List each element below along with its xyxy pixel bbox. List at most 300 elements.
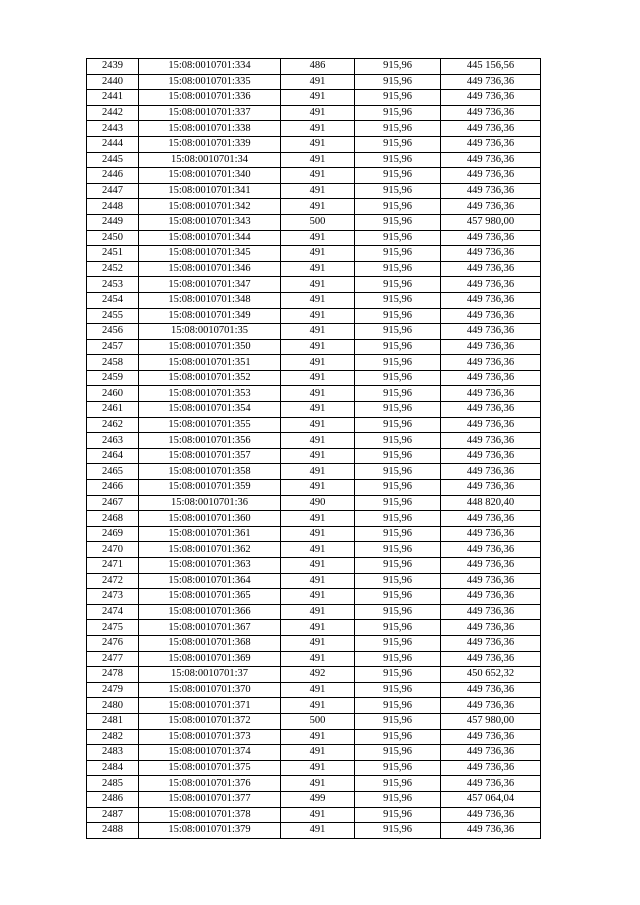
row-number-cell: 2453 [87,277,139,293]
specific-value-cell: 915,96 [355,292,441,308]
cadastral-value-cell: 449 736,36 [441,464,541,480]
row-number-cell: 2475 [87,620,139,636]
table-row [87,495,541,511]
table-row [87,776,541,792]
cadastral-value-cell: 449 736,36 [441,745,541,761]
area-cell: 491 [281,152,355,168]
specific-value-cell: 915,96 [355,136,441,152]
specific-value-cell: 915,96 [355,168,441,184]
cadastral-value-cell: 449 736,36 [441,183,541,199]
cadastral-value-cell: 449 736,36 [441,682,541,698]
row-number-cell: 2459 [87,370,139,386]
cadastral-number-cell: 15:08:0010701:335 [139,74,281,90]
cadastral-number-cell: 15:08:0010701:367 [139,620,281,636]
table-row [87,791,541,807]
cadastral-number-cell: 15:08:0010701:359 [139,480,281,496]
cadastral-value-cell: 449 736,36 [441,230,541,246]
row-number-cell: 2482 [87,729,139,745]
row-number-cell: 2484 [87,760,139,776]
specific-value-cell: 915,96 [355,542,441,558]
row-number-cell: 2469 [87,526,139,542]
area-cell: 491 [281,183,355,199]
table-row [87,308,541,324]
row-number-cell: 2455 [87,308,139,324]
table-row [87,277,541,293]
cadastral-value-cell: 449 736,36 [441,698,541,714]
cadastral-value-cell: 449 736,36 [441,448,541,464]
table-row [87,698,541,714]
specific-value-cell: 915,96 [355,214,441,230]
cadastral-value-cell: 449 736,36 [441,386,541,402]
cadastral-number-cell: 15:08:0010701:375 [139,760,281,776]
cadastral-value-cell: 449 736,36 [441,542,541,558]
specific-value-cell: 915,96 [355,370,441,386]
cadastral-number-cell: 15:08:0010701:371 [139,698,281,714]
cadastral-value-cell: 449 736,36 [441,433,541,449]
specific-value-cell: 915,96 [355,698,441,714]
cadastral-number-cell: 15:08:0010701:355 [139,417,281,433]
specific-value-cell: 915,96 [355,573,441,589]
area-cell: 499 [281,791,355,807]
specific-value-cell: 915,96 [355,90,441,106]
area-cell: 491 [281,729,355,745]
cadastral-value-cell: 449 736,36 [441,168,541,184]
cadastral-value-cell: 449 736,36 [441,589,541,605]
cadastral-value-cell: 450 652,32 [441,667,541,683]
cadastral-value-cell: 449 736,36 [441,105,541,121]
row-number-cell: 2466 [87,480,139,496]
table-row [87,745,541,761]
area-cell: 500 [281,214,355,230]
cadastral-number-cell: 15:08:0010701:340 [139,168,281,184]
cadastral-number-cell: 15:08:0010701:348 [139,292,281,308]
cadastral-value-cell: 449 736,36 [441,355,541,371]
table-row [87,214,541,230]
table-row [87,620,541,636]
cadastral-value-cell: 457 064,04 [441,791,541,807]
cadastral-number-cell: 15:08:0010701:363 [139,558,281,574]
cadastral-number-cell: 15:08:0010701:37 [139,667,281,683]
area-cell: 491 [281,807,355,823]
area-cell: 491 [281,760,355,776]
table-row [87,136,541,152]
row-number-cell: 2479 [87,682,139,698]
area-cell: 491 [281,604,355,620]
row-number-cell: 2472 [87,573,139,589]
document-page [86,58,540,839]
row-number-cell: 2470 [87,542,139,558]
cadastral-value-cell: 449 736,36 [441,620,541,636]
row-number-cell: 2463 [87,433,139,449]
cadastral-number-cell: 15:08:0010701:356 [139,433,281,449]
table-row [87,152,541,168]
area-cell: 491 [281,776,355,792]
specific-value-cell: 915,96 [355,105,441,121]
cadastral-number-cell: 15:08:0010701:354 [139,402,281,418]
row-number-cell: 2487 [87,807,139,823]
cadastral-number-cell: 15:08:0010701:337 [139,105,281,121]
cadastral-number-cell: 15:08:0010701:345 [139,246,281,262]
specific-value-cell: 915,96 [355,480,441,496]
specific-value-cell: 915,96 [355,448,441,464]
row-number-cell: 2445 [87,152,139,168]
area-cell: 491 [281,417,355,433]
cadastral-number-cell: 15:08:0010701:369 [139,651,281,667]
table-row [87,199,541,215]
specific-value-cell: 915,96 [355,526,441,542]
table-row [87,807,541,823]
cadastral-number-cell: 15:08:0010701:365 [139,589,281,605]
specific-value-cell: 915,96 [355,59,441,75]
specific-value-cell: 915,96 [355,558,441,574]
specific-value-cell: 915,96 [355,745,441,761]
cadastral-value-cell: 449 736,36 [441,90,541,106]
cadastral-number-cell: 15:08:0010701:352 [139,370,281,386]
table-row [87,635,541,651]
cadastral-value-cell: 449 736,36 [441,558,541,574]
specific-value-cell: 915,96 [355,433,441,449]
area-cell: 491 [281,823,355,839]
specific-value-cell: 915,96 [355,729,441,745]
specific-value-cell: 915,96 [355,152,441,168]
row-number-cell: 2449 [87,214,139,230]
area-cell: 491 [281,558,355,574]
cadastral-value-cell: 449 736,36 [441,246,541,262]
area-cell: 491 [281,105,355,121]
cadastral-value-cell: 457 980,00 [441,214,541,230]
cadastral-number-cell: 15:08:0010701:342 [139,199,281,215]
cadastral-value-cell: 449 736,36 [441,480,541,496]
table-row [87,464,541,480]
area-cell: 491 [281,261,355,277]
cadastral-value-cell: 449 736,36 [441,74,541,90]
area-cell: 491 [281,635,355,651]
cadastral-value-cell: 449 736,36 [441,760,541,776]
area-cell: 491 [281,121,355,137]
specific-value-cell: 915,96 [355,604,441,620]
cadastral-number-cell: 15:08:0010701:357 [139,448,281,464]
table-row [87,526,541,542]
table-row [87,121,541,137]
cadastral-number-cell: 15:08:0010701:362 [139,542,281,558]
cadastral-value-cell: 449 736,36 [441,277,541,293]
row-number-cell: 2454 [87,292,139,308]
row-number-cell: 2485 [87,776,139,792]
specific-value-cell: 915,96 [355,230,441,246]
area-cell: 491 [281,464,355,480]
table-row [87,823,541,839]
specific-value-cell: 915,96 [355,277,441,293]
row-number-cell: 2448 [87,199,139,215]
table-row [87,729,541,745]
cadastral-value-cell: 449 736,36 [441,308,541,324]
table-row [87,292,541,308]
area-cell: 491 [281,74,355,90]
area-cell: 491 [281,511,355,527]
cadastral-value-cell: 449 736,36 [441,121,541,137]
specific-value-cell: 915,96 [355,121,441,137]
area-cell: 491 [281,589,355,605]
cadastral-number-cell: 15:08:0010701:361 [139,526,281,542]
cadastral-number-cell: 15:08:0010701:339 [139,136,281,152]
row-number-cell: 2473 [87,589,139,605]
area-cell: 491 [281,386,355,402]
table-row [87,90,541,106]
area-cell: 491 [281,526,355,542]
table-row [87,324,541,340]
specific-value-cell: 915,96 [355,246,441,262]
cadastral-number-cell: 15:08:0010701:351 [139,355,281,371]
row-number-cell: 2447 [87,183,139,199]
table-row [87,402,541,418]
cadastral-number-cell: 15:08:0010701:370 [139,682,281,698]
area-cell: 491 [281,433,355,449]
cadastral-value-cell: 449 736,36 [441,823,541,839]
cadastral-value-cell: 449 736,36 [441,807,541,823]
row-number-cell: 2478 [87,667,139,683]
area-cell: 491 [281,230,355,246]
specific-value-cell: 915,96 [355,776,441,792]
specific-value-cell: 915,96 [355,760,441,776]
cadastral-value-cell: 449 736,36 [441,651,541,667]
area-cell: 491 [281,745,355,761]
table-row [87,370,541,386]
area-cell: 491 [281,355,355,371]
specific-value-cell: 915,96 [355,355,441,371]
area-cell: 491 [281,651,355,667]
area-cell: 491 [281,199,355,215]
cadastral-number-cell: 15:08:0010701:347 [139,277,281,293]
cadastral-value-cell: 449 736,36 [441,573,541,589]
area-cell: 491 [281,573,355,589]
row-number-cell: 2461 [87,402,139,418]
row-number-cell: 2451 [87,246,139,262]
table-row [87,480,541,496]
row-number-cell: 2441 [87,90,139,106]
cadastral-value-cell: 449 736,36 [441,635,541,651]
cadastral-number-cell: 15:08:0010701:346 [139,261,281,277]
table-row [87,604,541,620]
area-cell: 491 [281,682,355,698]
row-number-cell: 2471 [87,558,139,574]
cadastral-number-cell: 15:08:0010701:364 [139,573,281,589]
specific-value-cell: 915,96 [355,386,441,402]
row-number-cell: 2457 [87,339,139,355]
specific-value-cell: 915,96 [355,713,441,729]
specific-value-cell: 915,96 [355,511,441,527]
specific-value-cell: 915,96 [355,620,441,636]
cadastral-value-cell: 449 736,36 [441,776,541,792]
area-cell: 491 [281,308,355,324]
table-row [87,511,541,527]
specific-value-cell: 915,96 [355,682,441,698]
cadastral-value-cell: 449 736,36 [441,339,541,355]
area-cell: 491 [281,402,355,418]
cadastral-number-cell: 15:08:0010701:378 [139,807,281,823]
area-cell: 491 [281,324,355,340]
cadastral-value-table [86,58,541,839]
cadastral-value-cell: 449 736,36 [441,729,541,745]
row-number-cell: 2468 [87,511,139,527]
specific-value-cell: 915,96 [355,635,441,651]
table-row [87,59,541,75]
cadastral-number-cell: 15:08:0010701:372 [139,713,281,729]
cadastral-number-cell: 15:08:0010701:344 [139,230,281,246]
cadastral-value-cell: 449 736,36 [441,526,541,542]
row-number-cell: 2443 [87,121,139,137]
row-number-cell: 2440 [87,74,139,90]
row-number-cell: 2446 [87,168,139,184]
row-number-cell: 2480 [87,698,139,714]
area-cell: 491 [281,339,355,355]
table-row [87,760,541,776]
table-row [87,589,541,605]
row-number-cell: 2465 [87,464,139,480]
cadastral-value-cell: 449 736,36 [441,261,541,277]
specific-value-cell: 915,96 [355,261,441,277]
area-cell: 491 [281,246,355,262]
cadastral-number-cell: 15:08:0010701:36 [139,495,281,511]
cadastral-value-cell: 448 820,40 [441,495,541,511]
area-cell: 500 [281,713,355,729]
table-row [87,651,541,667]
row-number-cell: 2464 [87,448,139,464]
cadastral-value-cell: 449 736,36 [441,292,541,308]
area-cell: 491 [281,277,355,293]
area-cell: 491 [281,620,355,636]
area-cell: 491 [281,292,355,308]
area-cell: 491 [281,370,355,386]
area-cell: 491 [281,168,355,184]
row-number-cell: 2439 [87,59,139,75]
specific-value-cell: 915,96 [355,495,441,511]
specific-value-cell: 915,96 [355,667,441,683]
cadastral-value-cell: 449 736,36 [441,417,541,433]
cadastral-number-cell: 15:08:0010701:34 [139,152,281,168]
cadastral-value-cell: 449 736,36 [441,604,541,620]
row-number-cell: 2488 [87,823,139,839]
table-row [87,183,541,199]
row-number-cell: 2460 [87,386,139,402]
table-row [87,682,541,698]
row-number-cell: 2456 [87,324,139,340]
row-number-cell: 2442 [87,105,139,121]
row-number-cell: 2481 [87,713,139,729]
cadastral-value-cell: 449 736,36 [441,370,541,386]
row-number-cell: 2486 [87,791,139,807]
specific-value-cell: 915,96 [355,324,441,340]
cadastral-value-cell: 449 736,36 [441,152,541,168]
row-number-cell: 2474 [87,604,139,620]
area-cell: 492 [281,667,355,683]
specific-value-cell: 915,96 [355,823,441,839]
table-row [87,448,541,464]
table-row [87,230,541,246]
table-row [87,246,541,262]
cadastral-number-cell: 15:08:0010701:336 [139,90,281,106]
table-row [87,558,541,574]
specific-value-cell: 915,96 [355,402,441,418]
table-body [87,59,541,839]
cadastral-value-cell: 449 736,36 [441,511,541,527]
cadastral-value-cell: 449 736,36 [441,324,541,340]
cadastral-number-cell: 15:08:0010701:366 [139,604,281,620]
specific-value-cell: 915,96 [355,651,441,667]
row-number-cell: 2444 [87,136,139,152]
cadastral-number-cell: 15:08:0010701:379 [139,823,281,839]
cadastral-number-cell: 15:08:0010701:349 [139,308,281,324]
table-row [87,713,541,729]
table-row [87,417,541,433]
specific-value-cell: 915,96 [355,791,441,807]
row-number-cell: 2452 [87,261,139,277]
cadastral-number-cell: 15:08:0010701:341 [139,183,281,199]
specific-value-cell: 915,96 [355,339,441,355]
specific-value-cell: 915,96 [355,589,441,605]
area-cell: 491 [281,698,355,714]
table-row [87,355,541,371]
specific-value-cell: 915,96 [355,74,441,90]
cadastral-number-cell: 15:08:0010701:373 [139,729,281,745]
area-cell: 491 [281,448,355,464]
table-row [87,261,541,277]
cadastral-number-cell: 15:08:0010701:368 [139,635,281,651]
area-cell: 490 [281,495,355,511]
specific-value-cell: 915,96 [355,183,441,199]
specific-value-cell: 915,96 [355,308,441,324]
cadastral-number-cell: 15:08:0010701:376 [139,776,281,792]
cadastral-number-cell: 15:08:0010701:377 [139,791,281,807]
cadastral-number-cell: 15:08:0010701:334 [139,59,281,75]
cadastral-number-cell: 15:08:0010701:374 [139,745,281,761]
cadastral-number-cell: 15:08:0010701:360 [139,511,281,527]
table-row [87,105,541,121]
row-number-cell: 2483 [87,745,139,761]
table-row [87,433,541,449]
specific-value-cell: 915,96 [355,417,441,433]
table-row [87,168,541,184]
specific-value-cell: 915,96 [355,464,441,480]
cadastral-value-cell: 457 980,00 [441,713,541,729]
cadastral-number-cell: 15:08:0010701:358 [139,464,281,480]
table-row [87,573,541,589]
row-number-cell: 2450 [87,230,139,246]
table-row [87,542,541,558]
specific-value-cell: 915,96 [355,807,441,823]
table-row [87,74,541,90]
row-number-cell: 2462 [87,417,139,433]
cadastral-number-cell: 15:08:0010701:353 [139,386,281,402]
table-row [87,386,541,402]
specific-value-cell: 915,96 [355,199,441,215]
area-cell: 491 [281,542,355,558]
cadastral-number-cell: 15:08:0010701:338 [139,121,281,137]
row-number-cell: 2476 [87,635,139,651]
cadastral-value-cell: 449 736,36 [441,402,541,418]
cadastral-value-cell: 445 156,56 [441,59,541,75]
cadastral-number-cell: 15:08:0010701:343 [139,214,281,230]
cadastral-number-cell: 15:08:0010701:35 [139,324,281,340]
row-number-cell: 2477 [87,651,139,667]
row-number-cell: 2458 [87,355,139,371]
area-cell: 491 [281,136,355,152]
cadastral-value-cell: 449 736,36 [441,199,541,215]
cadastral-number-cell: 15:08:0010701:350 [139,339,281,355]
area-cell: 491 [281,90,355,106]
cadastral-value-cell: 449 736,36 [441,136,541,152]
table-row [87,667,541,683]
row-number-cell: 2467 [87,495,139,511]
